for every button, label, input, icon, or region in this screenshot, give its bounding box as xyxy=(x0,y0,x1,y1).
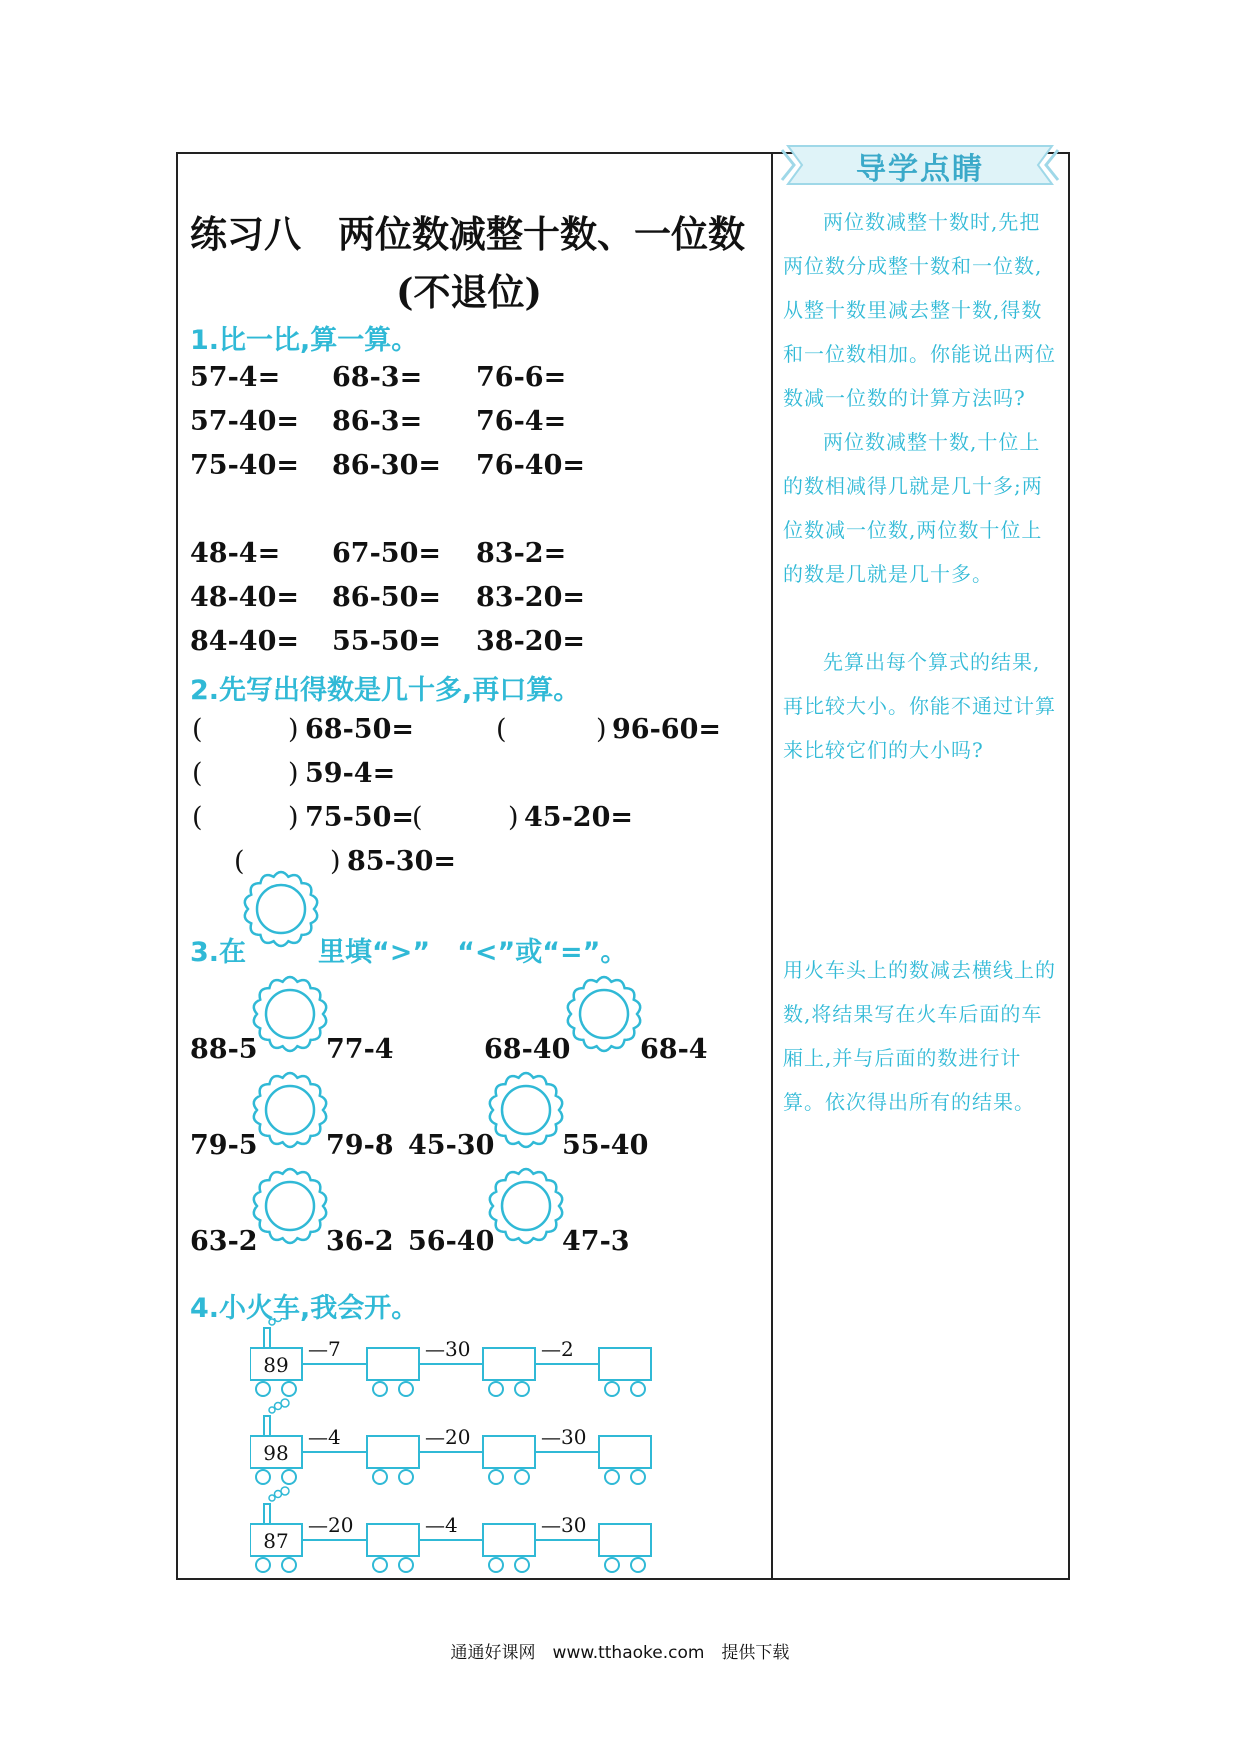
q1-expression: 57-40= xyxy=(190,406,299,437)
smoke-icon xyxy=(275,1318,282,1322)
wheel-icon xyxy=(256,1470,270,1484)
q3-expression: 79-5 xyxy=(190,1130,258,1161)
q1-heading: 1.比一比,算一算。 xyxy=(190,325,419,356)
operation-label: —2 xyxy=(541,1337,574,1361)
wheel-icon xyxy=(399,1558,413,1572)
q1-expression: 68-3= xyxy=(332,362,423,393)
q3-expression: 47-3 xyxy=(562,1226,630,1257)
wheel-icon xyxy=(605,1382,619,1396)
smoke-icon xyxy=(269,1319,275,1325)
start-number: 89 xyxy=(263,1353,289,1377)
q1-expression: 86-50= xyxy=(332,582,441,613)
wheel-icon xyxy=(489,1558,503,1572)
wheel-icon xyxy=(489,1470,503,1484)
wheel-icon xyxy=(282,1558,296,1572)
q1-expression: 76-4= xyxy=(476,406,567,437)
wheel-icon xyxy=(515,1558,529,1572)
tip-section-3 xyxy=(783,948,1059,1124)
q2-expression: 59-4= xyxy=(305,758,396,789)
symbol-circle-icon[interactable] xyxy=(242,870,320,948)
answer-car[interactable] xyxy=(599,1436,651,1468)
wheel-icon xyxy=(489,1382,503,1396)
q1-expression: 57-4= xyxy=(190,362,281,393)
q1-expression: 76-6= xyxy=(476,362,567,393)
answer-car[interactable] xyxy=(483,1436,535,1468)
q3-heading-pre: 3.在 xyxy=(190,937,247,968)
q1-expression: 48-4= xyxy=(190,538,281,569)
q1-expression: 55-50= xyxy=(332,626,441,657)
q2-expression: 75-50= xyxy=(305,802,414,833)
smoke-icon xyxy=(269,1495,275,1501)
q1-expression: 86-30= xyxy=(332,450,441,481)
q2-answer-blank[interactable]: ( xyxy=(234,846,245,877)
wheel-icon xyxy=(256,1558,270,1572)
q2-answer-blank-close: ) xyxy=(288,714,299,745)
q1-expression: 84-40= xyxy=(190,626,299,657)
wheel-icon xyxy=(631,1470,645,1484)
start-number: 87 xyxy=(263,1529,289,1553)
train xyxy=(250,1487,651,1572)
answer-car[interactable] xyxy=(367,1348,419,1380)
wheel-icon xyxy=(515,1470,529,1484)
q2-expression: 45-20= xyxy=(524,802,633,833)
q1-expression: 83-2= xyxy=(476,538,567,569)
q3-expression: 79-8 xyxy=(326,1130,394,1161)
q2-answer-blank-close: ) xyxy=(330,846,341,877)
q3-expression: 68-40 xyxy=(484,1034,571,1065)
chimney-icon xyxy=(264,1328,270,1348)
q2-answer-blank-close: ) xyxy=(508,802,519,833)
q1-expression: 86-3= xyxy=(332,406,423,437)
q3-expression: 56-40 xyxy=(408,1226,495,1257)
q1-expression: 48-40= xyxy=(190,582,299,613)
wheel-icon xyxy=(605,1558,619,1572)
operation-label: —30 xyxy=(425,1337,471,1361)
answer-car[interactable] xyxy=(599,1524,651,1556)
tip-section-1 xyxy=(783,200,1059,596)
answer-car[interactable] xyxy=(483,1524,535,1556)
operation-label: —20 xyxy=(425,1425,471,1449)
q3-expression: 36-2 xyxy=(326,1226,394,1257)
wheel-icon xyxy=(399,1470,413,1484)
q1-expression: 67-50= xyxy=(332,538,441,569)
operation-label: —7 xyxy=(308,1337,341,1361)
footer-credit: 通通好课网 www.tthaoke.com 提供下载 xyxy=(450,1643,790,1663)
q2-answer-blank-close: ) xyxy=(596,714,607,745)
q2-expression: 85-30= xyxy=(347,846,456,877)
chimney-icon xyxy=(264,1504,270,1524)
train xyxy=(250,1318,651,1396)
answer-car[interactable] xyxy=(599,1348,651,1380)
answer-car[interactable] xyxy=(367,1436,419,1468)
page-subtitle: (不退位) xyxy=(396,270,543,314)
operation-label: —4 xyxy=(425,1513,458,1537)
start-number: 98 xyxy=(263,1441,289,1465)
tip-1: 两位数减整十数时,先把两位数分成整十数和一位数,从整十数里减去整十数,得数和一位数相加。你能说出两位数减一位数的计算方法吗? xyxy=(783,210,1056,410)
train-diagrams xyxy=(250,1318,690,1578)
operation-label: —30 xyxy=(541,1513,587,1537)
smoke-icon xyxy=(281,1399,289,1407)
q2-expression: 96-60= xyxy=(612,714,721,745)
q2-answer-blank[interactable]: ( xyxy=(192,758,203,789)
q1-expression: 75-40= xyxy=(190,450,299,481)
answer-car[interactable] xyxy=(483,1348,535,1380)
q3-expression: 45-30 xyxy=(408,1130,495,1161)
wheel-icon xyxy=(631,1382,645,1396)
q2-answer-blank-close: ) xyxy=(288,758,299,789)
wheel-icon xyxy=(515,1382,529,1396)
comparison-circle-input[interactable] xyxy=(565,975,643,1053)
operation-label: —20 xyxy=(308,1513,354,1537)
wheel-icon xyxy=(373,1470,387,1484)
wheel-icon xyxy=(282,1470,296,1484)
q3-expression: 68-4 xyxy=(640,1034,708,1065)
comparison-circle-input[interactable] xyxy=(251,1071,329,1149)
tip-2: 两位数减整十数,十位上的数相减得几就是几十多;两位数减一位数,两位数十位上的数是几就是几十多。 xyxy=(783,430,1043,586)
chimney-icon xyxy=(264,1416,270,1436)
q2-answer-blank[interactable]: ( xyxy=(192,714,203,745)
q2-answer-blank[interactable]: ( xyxy=(412,802,423,833)
comparison-circle-input[interactable] xyxy=(487,1071,565,1149)
q2-answer-blank[interactable]: ( xyxy=(496,714,507,745)
q3-expression: 55-40 xyxy=(562,1130,649,1161)
q2-heading: 2.先写出得数是几十多,再口算。 xyxy=(190,675,581,706)
q2-answer-blank-close: ) xyxy=(288,802,299,833)
column-divider xyxy=(771,152,773,1580)
smoke-icon xyxy=(281,1487,289,1495)
tip-section-2 xyxy=(783,640,1059,772)
smoke-icon xyxy=(269,1407,275,1413)
banner-title: 导学点睛 xyxy=(856,152,984,187)
q1-expression: 83-20= xyxy=(476,582,585,613)
q2-expression: 68-50= xyxy=(305,714,414,745)
wheel-icon xyxy=(399,1382,413,1396)
smoke-icon xyxy=(281,1318,289,1319)
tip-3: 先算出每个算式的结果,再比较大小。你能不通过计算来比较它们的大小吗? xyxy=(783,650,1056,762)
comparison-circle-input[interactable] xyxy=(487,1167,565,1245)
q3-expression: 88-5 xyxy=(190,1034,258,1065)
q3-expression: 77-4 xyxy=(326,1034,394,1065)
q3-heading-post: 里填“>” “<”或“=”。 xyxy=(318,937,628,968)
wheel-icon xyxy=(256,1382,270,1396)
q2-answer-blank[interactable]: ( xyxy=(192,802,203,833)
train xyxy=(250,1399,651,1484)
wheel-icon xyxy=(373,1558,387,1572)
answer-car[interactable] xyxy=(367,1524,419,1556)
comparison-circle-input[interactable] xyxy=(251,1167,329,1245)
page-title: 练习八 两位数减整十数、一位数 xyxy=(190,212,745,256)
wheel-icon xyxy=(605,1470,619,1484)
operation-label: —4 xyxy=(308,1425,341,1449)
wheel-icon xyxy=(373,1382,387,1396)
comparison-circle-input[interactable] xyxy=(251,975,329,1053)
q3-expression: 63-2 xyxy=(190,1226,258,1257)
wheel-icon xyxy=(282,1382,296,1396)
q1-expression: 38-20= xyxy=(476,626,585,657)
operation-label: —30 xyxy=(541,1425,587,1449)
q4-heading: 4.小火车,我会开。 xyxy=(190,1293,419,1324)
tip-4: 用火车头上的数减去横线上的数,将结果写在火车后面的车厢上,并与后面的数进行计算。依次得出所有的结果。 xyxy=(783,958,1056,1114)
q1-expression: 76-40= xyxy=(476,450,585,481)
wheel-icon xyxy=(631,1558,645,1572)
